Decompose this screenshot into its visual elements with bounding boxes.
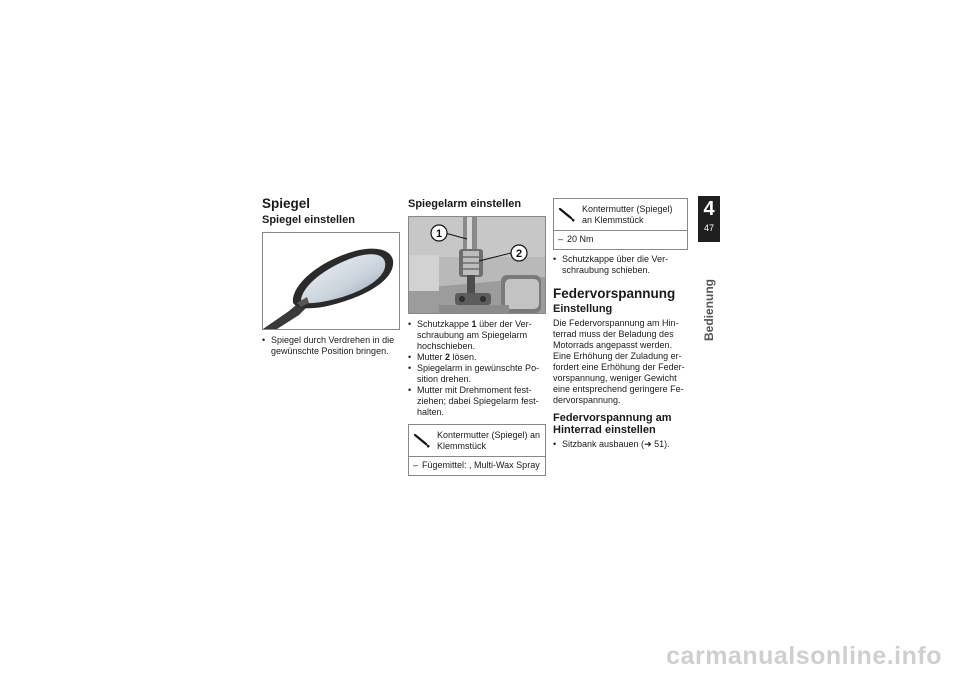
list-item: • Schutzkappe 1 über der Verschraubung am Spiegelarm hochschieben. <box>408 319 546 352</box>
torque-value-row <box>554 231 687 249</box>
torque-value: Fügemittel: , Multi-Wax Spray <box>422 459 540 470</box>
torque-spec-box <box>408 424 546 476</box>
mirror-arm-illustration <box>409 217 545 313</box>
page-ref-arrow-icon: ➜ <box>644 438 652 449</box>
torque-point <box>554 199 687 231</box>
list-item: • Schutzkappe über die Verschraubung schieben. <box>553 254 688 276</box>
torque-point-name: Kontermutter (Spiegel) an Klemmstück <box>582 204 673 225</box>
chapter-name: Bedienung <box>702 279 716 341</box>
subsection-title-einstellung: Einstellung <box>553 303 613 315</box>
chapter-number: 4 <box>703 198 715 220</box>
subsection-title-hinterrad: Federvorspannung am Hinterrad einstellen <box>553 411 672 436</box>
section-title-spiegel: Spiegel <box>262 196 311 211</box>
torque-point-name: Kontermutter (Spiegel) an Klemmstück <box>437 429 541 451</box>
rear-spring-steps <box>553 439 688 450</box>
torque-value-row <box>409 457 545 475</box>
torque-value: 20 Nm <box>567 234 594 244</box>
list-item: • Spiegelarm in gewünschte Position drehen. <box>408 363 546 385</box>
list-item: • Sitzbank ausbauen (➜ 51). <box>553 439 688 450</box>
torque-dash: – <box>413 459 419 470</box>
mirror-photo <box>262 232 400 330</box>
page-ref-link[interactable]: 51). <box>651 438 670 449</box>
column-3 <box>553 196 688 450</box>
mirror-arm-steps <box>408 319 546 418</box>
column-1 <box>262 196 400 357</box>
torque-wrench-icon <box>558 206 578 224</box>
torque-dash: – <box>558 234 564 244</box>
subsection-title-spiegelarm-einstellen: Spiegelarm einstellen <box>408 198 522 210</box>
list-item: • Mutter mit Drehmoment festziehen; dabei Spiegelarm festhalten. <box>408 385 546 418</box>
chapter-side-label <box>694 278 724 342</box>
subsection-title-spiegel-einstellen: Spiegel einstellen <box>262 214 355 226</box>
cap-steps <box>553 254 688 276</box>
column-2 <box>408 196 546 480</box>
list-item: • Spiegel durch Verdrehen in die gewünschte Position bringen. <box>262 335 400 357</box>
torque-wrench-icon <box>413 432 433 450</box>
mirror-illustration <box>263 233 399 329</box>
mirror-adjust-steps <box>262 335 400 357</box>
torque-point <box>409 425 545 457</box>
callout-2-label: 2 <box>515 247 523 260</box>
section-title-federvorspannung: Federvorspannung <box>553 286 676 301</box>
callout-1-label: 1 <box>435 227 443 240</box>
watermark: carmanualsonline.info <box>666 642 942 670</box>
list-item: • Mutter 2 lösen. <box>408 352 546 363</box>
chapter-badge <box>698 196 720 242</box>
mirror-arm-photo <box>408 216 546 314</box>
torque-spec-box <box>553 198 688 250</box>
body-paragraph: Die Federvorspannung am Hinterrad muss der Beladung des Motorrads angepasst werden. Eine Erhöhung der Zuladung erfordert eine Erhöhung der Federvorspannung, weniger Gewicht eine entsprechend geringere Federvorspannung. <box>553 317 685 405</box>
page-number: 47 <box>703 223 714 233</box>
